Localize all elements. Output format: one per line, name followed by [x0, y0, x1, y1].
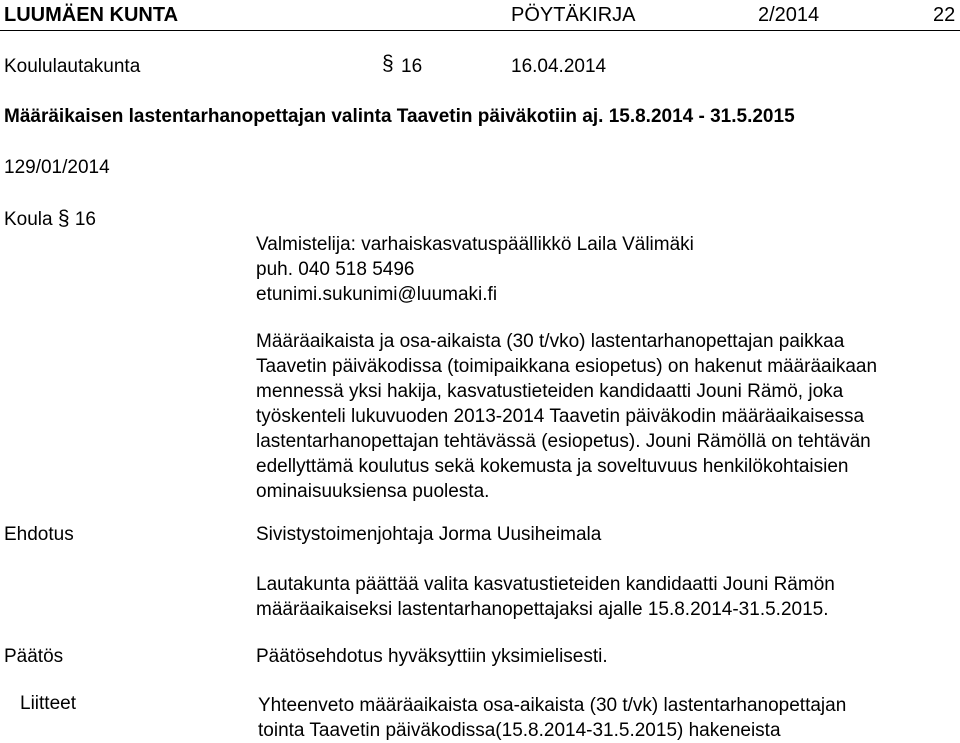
reference-line — [4, 207, 96, 231]
preparer-block — [256, 232, 946, 307]
attachments-block — [258, 693, 948, 743]
reference-board: Koula — [4, 209, 53, 230]
decision-text: Päätösehdotus hyväksyttiin yksimielisesti. — [256, 646, 608, 667]
preparer-phone: puh. 040 518 5496 — [256, 259, 415, 280]
decision-label: Päätös — [4, 646, 64, 667]
page-number: 22 — [933, 4, 956, 26]
proposal-line: määräaikaiseksi lastentarhanopettajaksi ajalle 15.8.2014-31.5.2015. — [256, 599, 829, 620]
description-line: edellyttämä koulutus sekä kokemusta ja soveltuvuus henkilökohtaisien — [256, 456, 849, 477]
description-block — [256, 329, 946, 504]
preparer-name: Valmistelija: varhaiskasvatuspäällikkö Laila Välimäki — [256, 234, 694, 255]
board-name: Koululautakunta — [4, 56, 141, 77]
description-line: mennessä yksi hakija, kasvatustieteiden kandidaatti Jouni Rämö, joka — [256, 381, 844, 402]
attachments-label: Liitteet — [20, 693, 76, 714]
attachment-line: Yhteenveto määräaikaista osa-aikaista (30 t/vk) lastentarhanopettajan — [258, 695, 847, 716]
organization-name: LUUMÄEN KUNTA — [4, 4, 179, 26]
reference-section: 16 — [74, 209, 96, 230]
proposal-block — [256, 572, 946, 622]
section-number: 16 — [401, 56, 423, 77]
proposal-presenter: Sivistystoimenjohtaja Jorma Uusiheimala — [256, 524, 602, 545]
description-line: lastentarhanopettajan tehtävässä (esiopetus). Jouni Rämöllä on tehtävän — [256, 431, 871, 452]
description-line: Taavetin päiväkodissa (toimipaikkana esiopetus) on hakenut määräaikaan — [256, 356, 878, 377]
matter-title: Määräikaisen lastentarhanopettajan valinta Taavetin päiväkotiin aj. 15.8.2014 - 31.5.2015 — [4, 106, 795, 127]
section-sign: § — [57, 207, 70, 230]
attachment-line: tointa Taavetin päiväkodissa(15.8.2014-31.5.2015) hakeneista — [258, 720, 781, 741]
proposal-line: Lautakunta päättää valita kasvatustieteiden kandidaatti Jouni Rämön — [256, 574, 835, 595]
meeting-date: 16.04.2014 — [511, 56, 607, 77]
preparer-email: etunimi.sukunimi@luumaki.fi — [256, 284, 498, 305]
description-line: Määräaikaista ja osa-aikaista (30 t/vko) lastentarhanopettajan paikkaa — [256, 331, 845, 352]
description-line: ominaisuuksiensa puolesta. — [256, 481, 490, 502]
header-rule — [0, 30, 960, 31]
diary-number: 129/01/2014 — [4, 157, 110, 178]
description-line: työskenteli lukuvuoden 2013-2014 Taavetin päiväkodin määräaikaisessa — [256, 406, 865, 427]
minutes-number: 2/2014 — [758, 4, 820, 26]
section-sign: § — [382, 52, 394, 75]
document-type: PÖYTÄKIRJA — [511, 4, 636, 26]
proposal-label: Ehdotus — [4, 524, 74, 545]
